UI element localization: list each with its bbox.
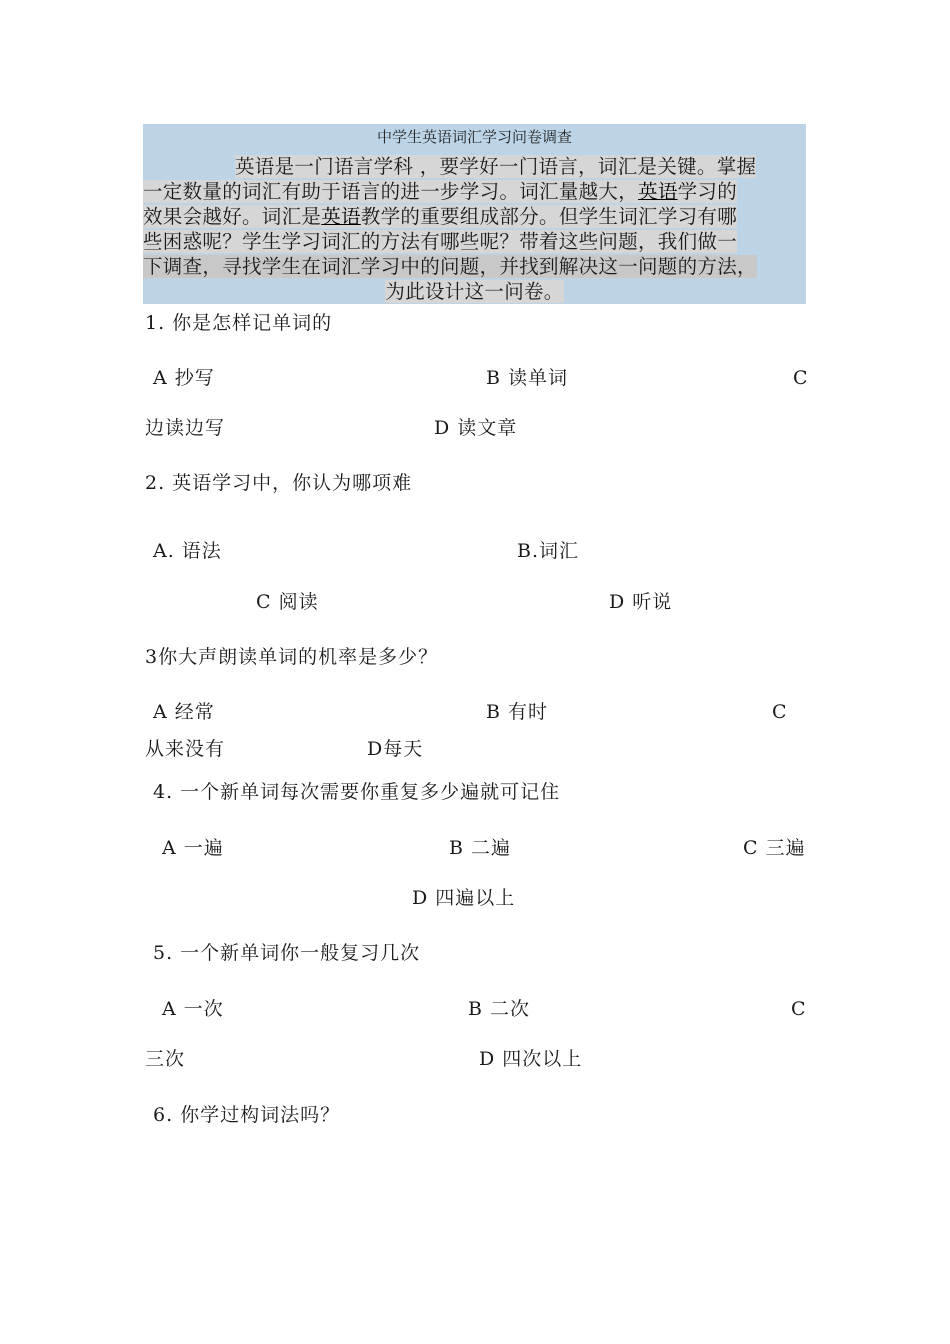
q3-option-d: D每天 <box>367 738 424 760</box>
question-3: 3你大声朗读单词的机率是多少？ <box>145 646 439 668</box>
q3-option-c: C <box>772 701 788 723</box>
q2-option-b: B.词汇 <box>517 540 580 562</box>
q1-option-a: A 抄写 <box>153 367 215 389</box>
question-6: 6. 你学过构词法吗？ <box>153 1104 341 1126</box>
q5-option-d: D 四次以上 <box>479 1048 583 1070</box>
question-5: 5. 一个新单词你一般复习几次 <box>153 942 421 964</box>
english-link[interactable]: 英语 <box>321 205 361 228</box>
intro-line-6: 为此设计这一问卷。 <box>385 280 564 303</box>
q5-option-c-text: 三次 <box>145 1048 186 1070</box>
english-link[interactable]: 英语 <box>638 180 678 203</box>
q2-option-c: C 阅读 <box>256 591 319 613</box>
q3-option-c-text: 从来没有 <box>145 738 226 760</box>
q5-option-c: C <box>791 998 807 1020</box>
page-title: 中学生英语词汇学习问卷调查 <box>376 128 572 146</box>
q3-option-b: B 有时 <box>486 701 549 723</box>
q4-option-d: D 四遍以上 <box>412 887 516 909</box>
question-1: 1. 你是怎样记单词的 <box>145 312 333 334</box>
intro-line-4: 些困惑呢？学生学习词汇的方法有哪些呢？带着这些问题，我们做一 <box>143 230 738 253</box>
q2-option-d: D 听说 <box>609 591 673 613</box>
intro-paragraph <box>143 154 806 304</box>
intro-line-3: 效果会越好。词汇是英语教学的重要组成部分。但学生词汇学习有哪 <box>143 205 738 228</box>
intro-line-5: 下调查，寻找学生在词汇学习中的问题，并找到解决这一问题的方法， <box>143 255 757 278</box>
q1-option-b: B 读单词 <box>486 367 569 389</box>
intro-line-2: 一定数量的词汇有助于语言的进一步学习。词汇量越大，英语学习的 <box>143 180 738 203</box>
question-2: 2. 英语学习中，你认为哪项难 <box>145 472 413 494</box>
q4-option-a: A 一遍 <box>162 837 224 859</box>
intro-line-1: 英语是一门语言学科 ，要学好一门语言，词汇是关键。掌握 <box>235 155 757 178</box>
question-4: 4. 一个新单词每次需要你重复多少遍就可记住 <box>153 781 561 803</box>
q3-option-a: A 经常 <box>153 701 215 723</box>
q1-option-c-text: 边读边写 <box>145 417 226 439</box>
q4-option-c: C 三遍 <box>743 837 806 859</box>
q5-option-b: B 二次 <box>468 998 531 1020</box>
q4-option-b: B 二遍 <box>449 837 512 859</box>
q5-option-a: A 一次 <box>162 998 224 1020</box>
q1-option-c: C <box>793 367 809 389</box>
q1-option-d: D 读文章 <box>434 417 518 439</box>
q2-option-a: A. 语法 <box>153 540 222 562</box>
